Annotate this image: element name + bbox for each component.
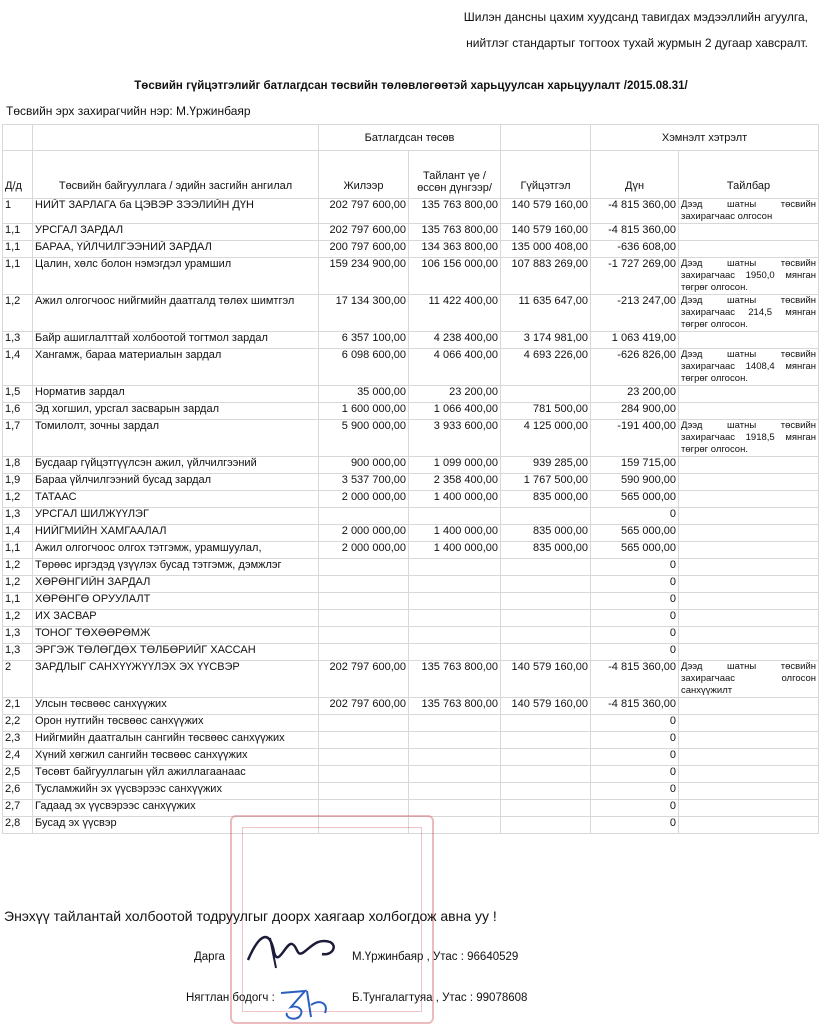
row-number: 1,9 bbox=[3, 474, 33, 491]
approved-period-value: 1 400 000,00 bbox=[409, 542, 501, 559]
execution-value bbox=[501, 593, 591, 610]
col-year-header: Жилээр bbox=[319, 151, 409, 199]
variance-amount-value: 590 900,00 bbox=[591, 474, 679, 491]
variance-amount-value: 565 000,00 bbox=[591, 542, 679, 559]
approved-year-value: 6 357 100,00 bbox=[319, 332, 409, 349]
variance-amount-value: 0 bbox=[591, 644, 679, 661]
execution-value: 939 285,00 bbox=[501, 457, 591, 474]
approved-period-value bbox=[409, 783, 501, 800]
row-name: Норматив зардал bbox=[33, 386, 319, 403]
row-name: Нийгмийн даатгалын сангийн төсвөөс санхүүжих bbox=[33, 732, 319, 749]
execution-value bbox=[501, 766, 591, 783]
row-number: 2,8 bbox=[3, 817, 33, 834]
execution-value: 835 000,00 bbox=[501, 542, 591, 559]
execution-value bbox=[501, 749, 591, 766]
row-name: ЭРГЭЖ ТӨЛӨГДӨХ ТӨЛБӨРИЙГ ХАССАН bbox=[33, 644, 319, 661]
variance-amount-value: -4 815 360,00 bbox=[591, 698, 679, 715]
variance-note bbox=[679, 800, 819, 817]
variance-note: Дээд шатны төсвийн захирагчаас 214,5 мянган төгрөг олгосон. bbox=[679, 295, 819, 332]
row-name: БАРАА, ҮЙЛЧИЛГЭЭНИЙ ЗАРДАЛ bbox=[33, 241, 319, 258]
approved-period-value bbox=[409, 749, 501, 766]
execution-value bbox=[501, 715, 591, 732]
approved-period-value bbox=[409, 593, 501, 610]
row-name: Бараа үйлчилгээний бусад зардал bbox=[33, 474, 319, 491]
variance-note bbox=[679, 783, 819, 800]
variance-amount-value: 0 bbox=[591, 732, 679, 749]
row-name: ТОНОГ ТӨХӨӨРӨМЖ bbox=[33, 627, 319, 644]
variance-note bbox=[679, 457, 819, 474]
row-name: Төсөвт байгууллагын үйл ажиллагаанаас bbox=[33, 766, 319, 783]
row-name: Тусламжийн эх үүсвэрээс санхүүжих bbox=[33, 783, 319, 800]
row-number: 1 bbox=[3, 199, 33, 224]
execution-value bbox=[501, 783, 591, 800]
table-row bbox=[3, 661, 819, 698]
row-name: УРСГАЛ ШИЛЖҮҮЛЭГ bbox=[33, 508, 319, 525]
table-row bbox=[3, 403, 819, 420]
variance-note bbox=[679, 627, 819, 644]
variance-amount-value: 1 063 419,00 bbox=[591, 332, 679, 349]
accountant-signature bbox=[275, 985, 345, 1023]
approved-period-value bbox=[409, 576, 501, 593]
row-name: ХӨРӨНГИЙН ЗАРДАЛ bbox=[33, 576, 319, 593]
group-variance-header: Хэмнэлт хэтрэлт bbox=[591, 125, 819, 151]
variance-note: Дээд шатны төсвийн захирагчаас 1408,4 мянган төгрөг олгосон. bbox=[679, 349, 819, 386]
approved-period-value bbox=[409, 559, 501, 576]
row-name: Улсын төсвөөс санхүүжих bbox=[33, 698, 319, 715]
table-row bbox=[3, 420, 819, 457]
execution-value: 140 579 160,00 bbox=[501, 698, 591, 715]
row-name: ТАТААС bbox=[33, 491, 319, 508]
row-number: 1,5 bbox=[3, 386, 33, 403]
row-name: НИЙТ ЗАРЛАГА ба ЦЭВЭР ЗЭЭЛИЙН ДҮН bbox=[33, 199, 319, 224]
approved-period-value: 106 156 000,00 bbox=[409, 258, 501, 295]
row-number: 1,6 bbox=[3, 403, 33, 420]
execution-value: 135 000 408,00 bbox=[501, 241, 591, 258]
variance-amount-value: 284 900,00 bbox=[591, 403, 679, 420]
variance-note bbox=[679, 491, 819, 508]
row-number: 1,1 bbox=[3, 224, 33, 241]
row-number: 2,6 bbox=[3, 783, 33, 800]
execution-value bbox=[501, 817, 591, 834]
director-info: М.Үржинбаяр , Утас : 96640529 bbox=[352, 951, 519, 963]
variance-amount-value: -636 608,00 bbox=[591, 241, 679, 258]
variance-note bbox=[679, 525, 819, 542]
table-row bbox=[3, 800, 819, 817]
variance-amount-value: 0 bbox=[591, 508, 679, 525]
approved-year-value bbox=[319, 644, 409, 661]
variance-note bbox=[679, 610, 819, 627]
row-name: Ажил олгогчоос нийгмийн даатгалд төлөх шимтгэл bbox=[33, 295, 319, 332]
approved-period-value bbox=[409, 508, 501, 525]
table-row bbox=[3, 715, 819, 732]
director-signature bbox=[240, 922, 350, 972]
table-row bbox=[3, 627, 819, 644]
table-row bbox=[3, 644, 819, 661]
approved-year-value: 202 797 600,00 bbox=[319, 698, 409, 715]
variance-note bbox=[679, 508, 819, 525]
table-row bbox=[3, 766, 819, 783]
execution-value bbox=[501, 732, 591, 749]
table-row bbox=[3, 224, 819, 241]
variance-amount-value: 0 bbox=[591, 593, 679, 610]
approved-period-value: 4 066 400,00 bbox=[409, 349, 501, 386]
execution-value: 140 579 160,00 bbox=[501, 224, 591, 241]
variance-amount-value: 0 bbox=[591, 749, 679, 766]
execution-value: 835 000,00 bbox=[501, 491, 591, 508]
approved-year-value: 5 900 000,00 bbox=[319, 420, 409, 457]
row-number: 2,3 bbox=[3, 732, 33, 749]
row-number: 1,2 bbox=[3, 576, 33, 593]
table-row bbox=[3, 386, 819, 403]
row-number: 1,8 bbox=[3, 457, 33, 474]
accountant-label: Нягтлан бодогч : bbox=[186, 992, 275, 1004]
approved-period-value bbox=[409, 800, 501, 817]
approved-year-value bbox=[319, 610, 409, 627]
row-name: Гадаад эх үүсвэрээс санхүүжих bbox=[33, 800, 319, 817]
variance-amount-value: -1 727 269,00 bbox=[591, 258, 679, 295]
col-period-header: Тайлант үе /өссөн дүнгээр/ bbox=[409, 151, 501, 199]
execution-value: 835 000,00 bbox=[501, 525, 591, 542]
row-name: Цалин, хөлс болон нэмэгдэл урамшил bbox=[33, 258, 319, 295]
col-name-header: Төсвийн байгууллага / эдийн засгийн ангилал bbox=[33, 151, 319, 199]
approved-period-value: 23 200,00 bbox=[409, 386, 501, 403]
table-row bbox=[3, 332, 819, 349]
group-approved-header: Батлагдсан төсөв bbox=[319, 125, 501, 151]
variance-amount-value: 0 bbox=[591, 715, 679, 732]
director-label: Дарга bbox=[194, 951, 225, 963]
variance-amount-value: -626 826,00 bbox=[591, 349, 679, 386]
variance-amount-value: 0 bbox=[591, 800, 679, 817]
row-number: 1,3 bbox=[3, 644, 33, 661]
variance-note bbox=[679, 644, 819, 661]
row-number: 1,1 bbox=[3, 258, 33, 295]
approved-period-value bbox=[409, 610, 501, 627]
table-row bbox=[3, 593, 819, 610]
row-name: Хүний хөгжил сангийн төсвөөс санхүүжих bbox=[33, 749, 319, 766]
variance-amount-value: 0 bbox=[591, 817, 679, 834]
execution-value: 107 883 269,00 bbox=[501, 258, 591, 295]
variance-note bbox=[679, 576, 819, 593]
contact-note: Энэхүү тайлантай холбоотой тодруулгыг доорх хаягаар холбогдож авна уу ! bbox=[4, 908, 497, 924]
row-number: 2,4 bbox=[3, 749, 33, 766]
variance-amount-value: 565 000,00 bbox=[591, 525, 679, 542]
row-number: 2,5 bbox=[3, 766, 33, 783]
report-title: Төсвийн гүйцэтгэлийг батлагдсан төсвийн төлөвлөгөөтэй харьцуулсан харьцуулалт /2015.08.31/ bbox=[134, 80, 688, 92]
approved-year-value: 200 797 600,00 bbox=[319, 241, 409, 258]
variance-amount-value: -4 815 360,00 bbox=[591, 224, 679, 241]
row-number: 1,2 bbox=[3, 295, 33, 332]
variance-note: Дээд шатны төсвийн захирагчаас 1918,5 мянган төгрөг олгосон. bbox=[679, 420, 819, 457]
approved-year-value: 35 000,00 bbox=[319, 386, 409, 403]
variance-note bbox=[679, 241, 819, 258]
row-number: 1,2 bbox=[3, 610, 33, 627]
approved-period-value: 135 763 800,00 bbox=[409, 661, 501, 698]
approved-period-value: 135 763 800,00 bbox=[409, 698, 501, 715]
approved-year-value bbox=[319, 783, 409, 800]
row-number: 1,3 bbox=[3, 627, 33, 644]
variance-note bbox=[679, 817, 819, 834]
row-name: УРСГАЛ ЗАРДАЛ bbox=[33, 224, 319, 241]
variance-note bbox=[679, 386, 819, 403]
table-row bbox=[3, 749, 819, 766]
row-name: ХӨРӨНГӨ ОРУУЛАЛТ bbox=[33, 593, 319, 610]
row-name: Бусад эх үүсвэр bbox=[33, 817, 319, 834]
approved-year-value bbox=[319, 576, 409, 593]
variance-amount-value: 0 bbox=[591, 610, 679, 627]
variance-amount-value: 159 715,00 bbox=[591, 457, 679, 474]
row-name: ЗАРДЛЫГ САНХҮҮЖҮҮЛЭХ ЭХ ҮҮСВЭР bbox=[33, 661, 319, 698]
variance-note bbox=[679, 698, 819, 715]
table-row bbox=[3, 698, 819, 715]
table-row bbox=[3, 817, 819, 834]
execution-value bbox=[501, 386, 591, 403]
execution-value: 140 579 160,00 bbox=[501, 661, 591, 698]
variance-note: Дээд шатны төсвийн захирагчаас 1950,0 мянган төгрөг олгосон. bbox=[679, 258, 819, 295]
variance-amount-value: -4 815 360,00 bbox=[591, 199, 679, 224]
variance-amount-value: 0 bbox=[591, 783, 679, 800]
variance-amount-value: 0 bbox=[591, 559, 679, 576]
accountant-info: Б.Тунгалагтуяа , Утас : 99078608 bbox=[352, 992, 528, 1004]
approved-period-value: 1 066 400,00 bbox=[409, 403, 501, 420]
approved-period-value: 135 763 800,00 bbox=[409, 224, 501, 241]
execution-value bbox=[501, 559, 591, 576]
approved-year-value bbox=[319, 627, 409, 644]
variance-amount-value: 23 200,00 bbox=[591, 386, 679, 403]
row-name: Орон нутгийн төсвөөс санхүүжих bbox=[33, 715, 319, 732]
header-blank bbox=[501, 125, 591, 151]
row-name: ИХ ЗАСВАР bbox=[33, 610, 319, 627]
execution-value bbox=[501, 610, 591, 627]
approved-year-value: 2 000 000,00 bbox=[319, 525, 409, 542]
variance-note bbox=[679, 474, 819, 491]
variance-note bbox=[679, 403, 819, 420]
approved-year-value: 17 134 300,00 bbox=[319, 295, 409, 332]
variance-amount-value: -213 247,00 bbox=[591, 295, 679, 332]
manager-line: Төсвийн эрх захирагчийн нэр: М.Үржинбаяр bbox=[6, 104, 251, 118]
approved-year-value: 202 797 600,00 bbox=[319, 224, 409, 241]
table-row bbox=[3, 491, 819, 508]
approved-period-value: 1 400 000,00 bbox=[409, 525, 501, 542]
variance-note bbox=[679, 715, 819, 732]
row-number: 2,1 bbox=[3, 698, 33, 715]
execution-value: 4 693 226,00 bbox=[501, 349, 591, 386]
row-name: Эд хогшил, урсгал засварын зардал bbox=[33, 403, 319, 420]
variance-note bbox=[679, 766, 819, 783]
table-row bbox=[3, 783, 819, 800]
approved-period-value: 135 763 800,00 bbox=[409, 199, 501, 224]
table-row bbox=[3, 576, 819, 593]
table-row bbox=[3, 525, 819, 542]
table-row bbox=[3, 732, 819, 749]
approved-year-value: 159 234 900,00 bbox=[319, 258, 409, 295]
row-name: Төрөөс иргэдэд үзүүлэх бусад тэтгэмж, дэмжлэг bbox=[33, 559, 319, 576]
execution-value bbox=[501, 800, 591, 817]
approved-year-value: 3 537 700,00 bbox=[319, 474, 409, 491]
variance-note bbox=[679, 332, 819, 349]
variance-amount-value: 0 bbox=[591, 766, 679, 783]
header-line-1: Шилэн дансны цахим хуудсанд тавигдах мэдээллийн агуулга, bbox=[463, 10, 808, 24]
table-row bbox=[3, 457, 819, 474]
variance-amount-value: -4 815 360,00 bbox=[591, 661, 679, 698]
row-number: 1,1 bbox=[3, 593, 33, 610]
row-number: 1,3 bbox=[3, 508, 33, 525]
approved-year-value: 1 600 000,00 bbox=[319, 403, 409, 420]
execution-value: 3 174 981,00 bbox=[501, 332, 591, 349]
execution-value bbox=[501, 576, 591, 593]
approved-year-value bbox=[319, 800, 409, 817]
approved-period-value: 1 400 000,00 bbox=[409, 491, 501, 508]
variance-note bbox=[679, 559, 819, 576]
table-row bbox=[3, 241, 819, 258]
row-number: 1,2 bbox=[3, 559, 33, 576]
execution-value bbox=[501, 627, 591, 644]
approved-period-value bbox=[409, 715, 501, 732]
table-row bbox=[3, 474, 819, 491]
variance-note bbox=[679, 749, 819, 766]
approved-period-value: 11 422 400,00 bbox=[409, 295, 501, 332]
row-name: Ажил олгогчоос олгох тэтгэмж, урамшуулал, bbox=[33, 542, 319, 559]
approved-year-value: 202 797 600,00 bbox=[319, 661, 409, 698]
variance-amount-value: 565 000,00 bbox=[591, 491, 679, 508]
approved-period-value: 1 099 000,00 bbox=[409, 457, 501, 474]
approved-year-value: 6 098 600,00 bbox=[319, 349, 409, 386]
row-number: 1,7 bbox=[3, 420, 33, 457]
approved-year-value: 2 000 000,00 bbox=[319, 542, 409, 559]
col-exec-header: Гүйцэтгэл bbox=[501, 151, 591, 199]
execution-value: 11 635 647,00 bbox=[501, 295, 591, 332]
header-blank bbox=[3, 125, 33, 151]
approved-year-value bbox=[319, 593, 409, 610]
execution-value bbox=[501, 644, 591, 661]
table-row bbox=[3, 559, 819, 576]
row-name: Томилолт, зочны зардал bbox=[33, 420, 319, 457]
budget-table bbox=[2, 124, 819, 834]
table-row bbox=[3, 508, 819, 525]
approved-year-value bbox=[319, 559, 409, 576]
approved-year-value bbox=[319, 817, 409, 834]
col-no-header: Д/д bbox=[3, 151, 33, 199]
approved-year-value bbox=[319, 508, 409, 525]
approved-year-value bbox=[319, 715, 409, 732]
row-number: 1,1 bbox=[3, 241, 33, 258]
approved-period-value: 3 933 600,00 bbox=[409, 420, 501, 457]
table-row bbox=[3, 542, 819, 559]
variance-note bbox=[679, 593, 819, 610]
approved-period-value bbox=[409, 732, 501, 749]
header-blank bbox=[33, 125, 319, 151]
execution-value: 4 125 000,00 bbox=[501, 420, 591, 457]
table-row bbox=[3, 610, 819, 627]
row-number: 2 bbox=[3, 661, 33, 698]
row-number: 1,1 bbox=[3, 542, 33, 559]
table-row bbox=[3, 258, 819, 295]
approved-year-value bbox=[319, 732, 409, 749]
variance-note: Дээд шатны төсвийн захирагчаас олгосон bbox=[679, 199, 819, 224]
variance-note bbox=[679, 224, 819, 241]
col-amount-header: Дүн bbox=[591, 151, 679, 199]
approved-period-value bbox=[409, 766, 501, 783]
approved-year-value bbox=[319, 749, 409, 766]
execution-value: 781 500,00 bbox=[501, 403, 591, 420]
row-number: 2,7 bbox=[3, 800, 33, 817]
variance-note: Дээд шатны төсвийн захирагчаас олгосон санхүүжилт bbox=[679, 661, 819, 698]
row-name: НИЙГМИЙН ХАМГААЛАЛ bbox=[33, 525, 319, 542]
row-number: 1,2 bbox=[3, 491, 33, 508]
table-row bbox=[3, 349, 819, 386]
variance-amount-value: -191 400,00 bbox=[591, 420, 679, 457]
row-number: 1,4 bbox=[3, 349, 33, 386]
approved-period-value bbox=[409, 644, 501, 661]
variance-note bbox=[679, 732, 819, 749]
row-name: Бусдаар гүйцэтгүүлсэн ажил, үйлчилгээний bbox=[33, 457, 319, 474]
execution-value bbox=[501, 508, 591, 525]
approved-period-value bbox=[409, 627, 501, 644]
row-number: 1,4 bbox=[3, 525, 33, 542]
approved-year-value: 202 797 600,00 bbox=[319, 199, 409, 224]
col-note-header: Тайлбар bbox=[679, 151, 819, 199]
approved-period-value: 2 358 400,00 bbox=[409, 474, 501, 491]
header-line-2: нийтлэг стандартыг тогтоох тухай журмын 2 дугаар хавсралт. bbox=[466, 36, 808, 50]
approved-period-value bbox=[409, 817, 501, 834]
execution-value: 1 767 500,00 bbox=[501, 474, 591, 491]
variance-amount-value: 0 bbox=[591, 576, 679, 593]
table-row bbox=[3, 199, 819, 224]
row-name: Байр ашиглалттай холбоотой тогтмол зардал bbox=[33, 332, 319, 349]
row-number: 2,2 bbox=[3, 715, 33, 732]
row-number: 1,3 bbox=[3, 332, 33, 349]
approved-period-value: 4 238 400,00 bbox=[409, 332, 501, 349]
row-name: Хангамж, бараа материалын зардал bbox=[33, 349, 319, 386]
variance-amount-value: 0 bbox=[591, 627, 679, 644]
variance-note bbox=[679, 542, 819, 559]
approved-year-value: 2 000 000,00 bbox=[319, 491, 409, 508]
approved-year-value bbox=[319, 766, 409, 783]
table-row bbox=[3, 295, 819, 332]
approved-period-value: 134 363 800,00 bbox=[409, 241, 501, 258]
approved-year-value: 900 000,00 bbox=[319, 457, 409, 474]
execution-value: 140 579 160,00 bbox=[501, 199, 591, 224]
